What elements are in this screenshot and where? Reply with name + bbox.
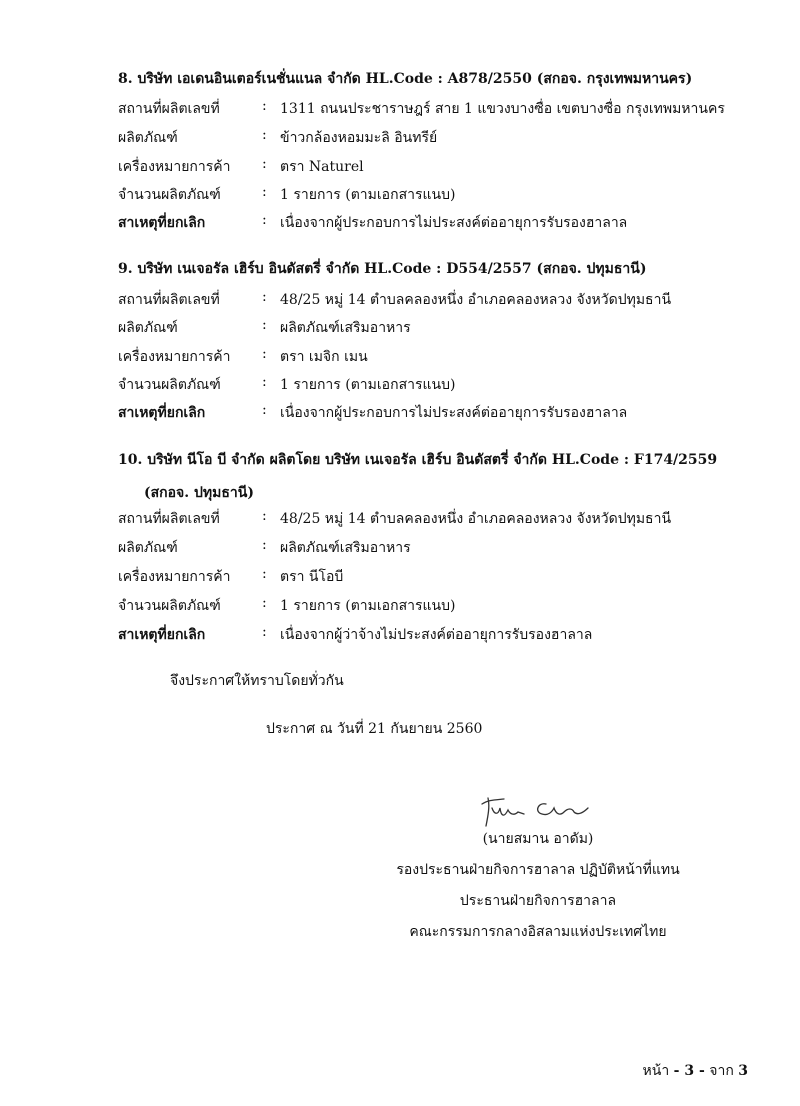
entry-heading-continued: (สกอจ. ปทุมธานี)	[144, 485, 254, 501]
field-row	[118, 566, 738, 586]
field-colon: :	[262, 566, 267, 582]
field-value: ผลิตภัณฑ์เสริมอาหาร	[280, 540, 411, 556]
field-colon: :	[262, 595, 267, 611]
field-colon: :	[262, 289, 267, 305]
entry-number: 9.	[118, 261, 133, 277]
signatory-name: (นายสมาน อาดัม)	[482, 831, 594, 847]
field-label: สถานที่ผลิตเลขที่	[118, 292, 220, 308]
field-value: 1311 ถนนประชาราษฎร์ สาย 1 แขวงบางซื่อ เขตบางซื่อ กรุงเทพมหานคร	[280, 101, 725, 117]
closing-statement: จึงประกาศให้ทราบโดยทั่วกัน	[170, 673, 344, 689]
field-value: ตรา นีโอบี	[280, 569, 344, 585]
signature-block	[388, 824, 688, 948]
field-row	[118, 624, 738, 644]
field-colon: :	[262, 156, 267, 172]
field-row	[118, 374, 738, 394]
field-row	[118, 184, 738, 204]
field-label: สาเหตุที่ยกเลิก	[118, 627, 206, 643]
page-number-current: - 3 -	[673, 1063, 705, 1079]
field-colon: :	[262, 402, 267, 418]
field-label: จำนวนผลิตภัณฑ์	[118, 598, 221, 614]
entry-heading	[118, 449, 717, 471]
field-label: ผลิตภัณฑ์	[118, 320, 178, 336]
signatory-title: ประธานฝ่ายกิจการฮาลาล	[459, 893, 617, 909]
field-colon: :	[262, 98, 267, 114]
field-label: เครื่องหมายการค้า	[118, 159, 231, 175]
field-label: สถานที่ผลิตเลขที่	[118, 511, 220, 527]
field-row	[118, 98, 738, 118]
field-label: ผลิตภัณฑ์	[118, 540, 178, 556]
field-colon: :	[262, 317, 267, 333]
field-value: ตรา เมจิก เมน	[280, 349, 368, 365]
field-row	[118, 508, 738, 528]
entry-title: บริษัท นีโอ บี จำกัด ผลิตโดย บริษัท เนเจอรัล เฮิร์บ อินดัสตรี่ จำกัด HL.Code : F174/2559	[147, 452, 718, 468]
signatory-title: รองประธานฝ่ายกิจการฮาลาล ปฏิบัติหน้าที่แทน	[396, 862, 680, 878]
page-number	[643, 1060, 748, 1082]
field-row	[118, 402, 738, 422]
field-label: ผลิตภัณฑ์	[118, 130, 178, 146]
entry-number: 8.	[118, 71, 133, 87]
field-label: สถานที่ผลิตเลขที่	[118, 101, 220, 117]
field-colon: :	[262, 212, 267, 228]
field-value: 48/25 หมู่ 14 ตำบลคลองหนึ่ง อำเภอคลองหลวง จังหวัดปทุมธานี	[280, 292, 672, 308]
field-row	[118, 346, 738, 366]
field-colon: :	[262, 537, 267, 553]
field-label: เครื่องหมายการค้า	[118, 349, 231, 365]
field-label: จำนวนผลิตภัณฑ์	[118, 377, 221, 393]
entry-heading	[118, 68, 692, 90]
field-label: สาเหตุที่ยกเลิก	[118, 215, 206, 231]
field-row	[118, 595, 738, 615]
field-value: เนื่องจากผู้ว่าจ้างไม่ประสงค์ต่ออายุการรับรองฮาลาล	[280, 627, 593, 643]
field-colon: :	[262, 374, 267, 390]
field-row	[118, 156, 738, 176]
field-row	[118, 289, 738, 309]
field-value: 1 รายการ (ตามเอกสารแนบ)	[280, 598, 456, 614]
signatory-organization: คณะกรรมการกลางอิสลามแห่งประเทศไทย	[409, 924, 667, 940]
field-colon: :	[262, 624, 267, 640]
field-label: สาเหตุที่ยกเลิก	[118, 405, 206, 421]
field-colon: :	[262, 346, 267, 362]
field-row	[118, 317, 738, 337]
field-label: เครื่องหมายการค้า	[118, 569, 231, 585]
field-colon: :	[262, 184, 267, 200]
entry-title: บริษัท เนเจอรัล เฮิร์บ อินดัสตรี่ จำกัด HL.Code : D554/2557 (สกอจ. ปทุมธานี)	[137, 261, 647, 277]
field-value: เนื่องจากผู้ประกอบการไม่ประสงค์ต่ออายุการรับรองฮาลาล	[280, 405, 628, 421]
field-value: ข้าวกล้องหอมมะลิ อินทรีย์	[280, 130, 438, 146]
page-number-total: 3	[738, 1063, 748, 1079]
field-colon: :	[262, 127, 267, 143]
field-value: 48/25 หมู่ 14 ตำบลคลองหนึ่ง อำเภอคลองหลวง จังหวัดปทุมธานี	[280, 511, 672, 527]
field-value: ตรา Naturel	[280, 159, 364, 175]
field-value: ผลิตภัณฑ์เสริมอาหาร	[280, 320, 411, 336]
entry-heading	[118, 258, 646, 280]
announcement-date: ประกาศ ณ วันที่ 21 กันยายน 2560	[266, 721, 483, 737]
field-row	[118, 537, 738, 557]
field-value: 1 รายการ (ตามเอกสารแนบ)	[280, 377, 456, 393]
entry-number: 10.	[118, 452, 143, 468]
field-value: เนื่องจากผู้ประกอบการไม่ประสงค์ต่ออายุการรับรองฮาลาล	[280, 215, 628, 231]
field-value: 1 รายการ (ตามเอกสารแนบ)	[280, 187, 456, 203]
field-colon: :	[262, 508, 267, 524]
page-number-prefix: หน้า	[642, 1063, 670, 1079]
entry-title: บริษัท เอเดนอินเตอร์เนชั่นแนล จำกัด HL.Code : A878/2550 (สกอจ. กรุงเทพมหานคร)	[137, 71, 693, 87]
page-number-of: จาก	[709, 1063, 734, 1079]
field-label: จำนวนผลิตภัณฑ์	[118, 187, 221, 203]
field-row	[118, 212, 738, 232]
field-row	[118, 127, 738, 147]
